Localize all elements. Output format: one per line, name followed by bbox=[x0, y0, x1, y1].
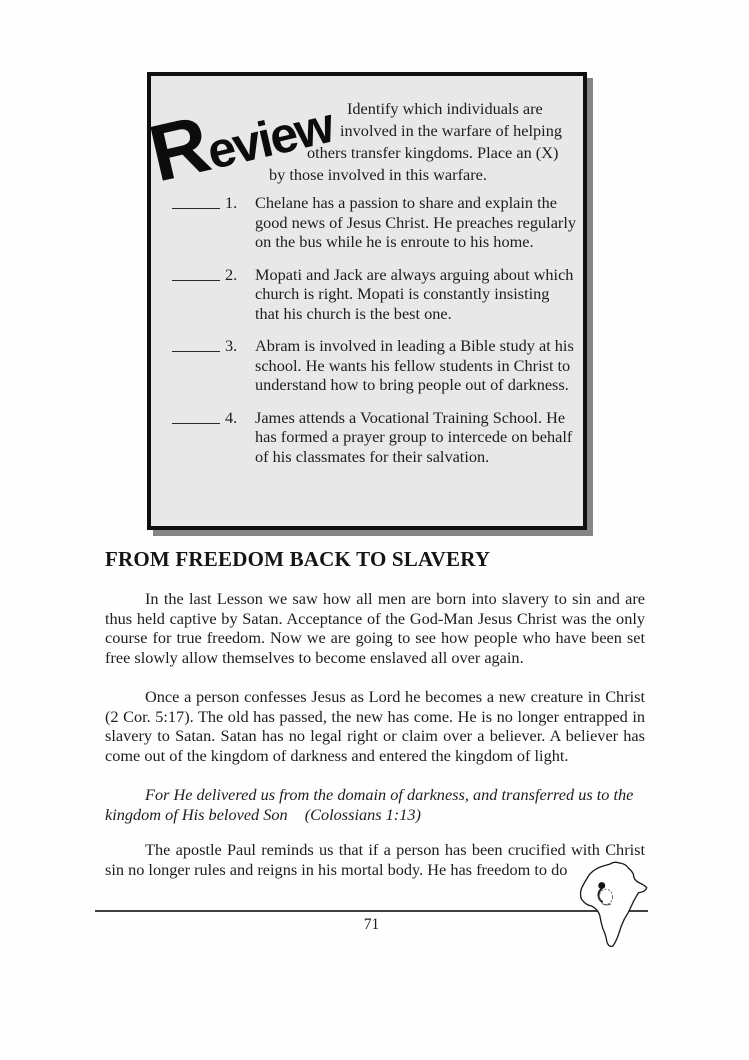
quote-reference: (Colossians 1:13) bbox=[304, 804, 421, 824]
instruction-line: Identify which individuals are bbox=[347, 99, 543, 118]
item-number: 2. bbox=[225, 264, 238, 284]
scripture-quote bbox=[105, 785, 645, 824]
answer-blank-2 bbox=[172, 265, 220, 281]
section-heading: FROM FREEDOM BACK TO SLAVERY bbox=[105, 547, 491, 571]
answer-blank-1 bbox=[172, 193, 220, 209]
review-box bbox=[141, 72, 587, 530]
answer-blank-3 bbox=[172, 336, 220, 352]
page-number: 71 bbox=[363, 916, 380, 933]
footer-rule bbox=[95, 910, 648, 912]
review-logo: Review bbox=[141, 97, 338, 199]
instruction-line: involved in the warfare of helping bbox=[340, 121, 562, 140]
item-text: Mopati and Jack are always arguing about which church is right. Mopati is constantly insisting that his church is the best one. bbox=[255, 264, 574, 323]
answer-blank-4 bbox=[172, 408, 220, 424]
instruction-line: by those involved in this warfare. bbox=[269, 165, 487, 184]
paragraph: In the last Lesson we saw how all men are born into slavery to sin and are thus held captive by Satan. Acceptance of the God-Man Jesus Christ was the only course for true freedom. Now we are going to see how people who have been set free slowly allow themselves to become enslaved all over again. bbox=[105, 589, 645, 667]
item-number: 3. bbox=[225, 336, 238, 355]
instruction-line: others transfer kingdoms. Place an (X) bbox=[307, 143, 559, 162]
item-number: 1. bbox=[225, 193, 238, 212]
item-text: Abram is involved in leading a Bible study at his school. He wants his fellow students in Christ to understand how to bring people out of darkness. bbox=[255, 336, 574, 394]
item-number: 4. bbox=[225, 407, 238, 427]
paragraph: The apostle Paul reminds us that if a person has been crucified with Christ sin no longer rules and reigns in his mortal body. He has freedom to do bbox=[105, 840, 645, 879]
review-item-3 bbox=[151, 336, 583, 395]
review-item-1 bbox=[151, 193, 583, 252]
review-items bbox=[151, 193, 583, 466]
paragraph: Once a person confesses Jesus as Lord he becomes a new creature in Christ (2 Cor. 5:17). The old has passed, the new has come. He is no longer entrapped in slavery to Satan. Satan has no legal right or claim over a believer. A believer has come out of the kingdom of darkness and entered the kingdom of light. bbox=[105, 687, 645, 765]
figure-head bbox=[598, 882, 605, 889]
item-text: Chelane has a passion to share and explain the good news of Jesus Christ. He preaches regularly on the bus while he is enroute to his home. bbox=[255, 193, 577, 251]
section-content bbox=[105, 546, 645, 879]
review-item-4 bbox=[151, 408, 583, 467]
quote-text: For He delivered us from the domain of darkness, and transferred us to the kingdom of His beloved Son bbox=[105, 785, 634, 824]
review-item-2 bbox=[151, 265, 583, 324]
item-text: James attends a Vocational Training School. He has formed a prayer group to intercede on behalf of his classmates for their salvation. bbox=[255, 407, 573, 466]
